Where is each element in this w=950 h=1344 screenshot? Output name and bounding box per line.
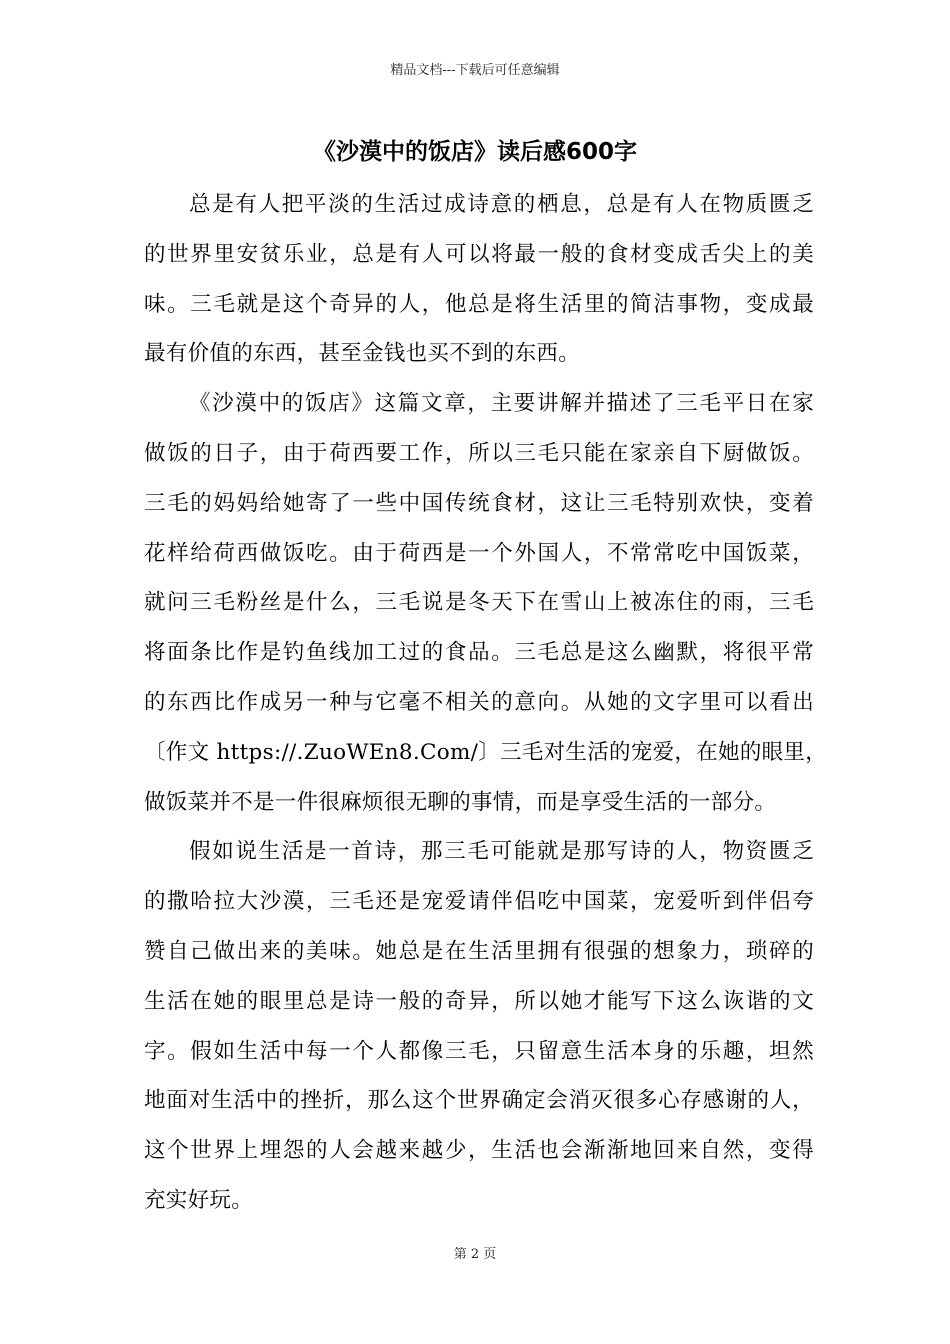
text-line: 将面条比作是钓鱼线加工过的食品。三毛总是这么幽默，将很平常 [144, 640, 814, 666]
paragraph-2 [144, 379, 828, 827]
document-title: 《沙漠中的饭店》读后感600字 [312, 139, 637, 165]
text-line: 这个世界上埋怨的人会越来越少，生活也会渐渐地回来自然，变得 [144, 1138, 814, 1164]
page-header: 精品文档---下载后可任意编辑 [390, 63, 560, 78]
text-line: 《沙漠中的饭店》这篇文章，主要讲解并描述了三毛平日在家 [189, 391, 814, 417]
text-line: 赞自己做出来的美味。她总是在生活里拥有很强的想象力，琐碎的 [144, 938, 814, 964]
text-line: 最有价值的东西，甚至金钱也买不到的东西。 [144, 341, 581, 367]
text-line: 生活在她的眼里总是诗一般的奇异，所以她才能写下这么诙谐的文 [144, 988, 814, 1014]
paragraph-1 [144, 180, 814, 379]
text-line: 花样给荷西做饭吃。由于荷西是一个外国人，不常常吃中国饭菜， [144, 540, 814, 566]
text-line: 就问三毛粉丝是什么，三毛说是冬天下在雪山上被冻住的雨，三毛 [144, 590, 814, 616]
text-line: 〔作文 https://.ZuoWEn8.Com/〕三毛对生活的宠爱，在她的眼里， [144, 739, 828, 765]
text-line: 总是有人把平淡的生活过成诗意的栖息，总是有人在物质匮乏 [189, 192, 814, 217]
text-line: 的撒哈拉大沙漠，三毛还是宠爱请伴侣吃中国菜，宠爱听到伴侣夸 [144, 889, 814, 915]
document-body [144, 180, 828, 1226]
text-line: 味。三毛就是这个奇异的人，他总是将生活里的简洁事物，变成最 [144, 291, 814, 317]
text-line: 的世界里安贫乐业，总是有人可以将最一般的食材变成舌尖上的美 [144, 241, 814, 267]
text-line: 地面对生活中的挫折，那么这个世界确定会消灭很多心存感谢的人， [144, 1088, 814, 1114]
text-line: 假如说生活是一首诗，那三毛可能就是那写诗的人，物资匮乏 [189, 839, 814, 865]
paragraph-3 [144, 827, 814, 1225]
text-line: 的东西比作成另一种与它毫不相关的意向。从她的文字里可以看出 [144, 689, 814, 715]
text-line: 字。假如生活中每一个人都像三毛，只留意生活本身的乐趣，坦然 [144, 1038, 814, 1064]
page-footer: 第 2 页 [453, 1247, 497, 1262]
text-line: 充实好玩。 [144, 1187, 254, 1213]
text-line: 三毛的妈妈给她寄了一些中国传统食材，这让三毛特别欢快，变着 [144, 490, 814, 516]
text-line: 做饭的日子，由于荷西要工作，所以三毛只能在家亲自下厨做饭。 [144, 440, 814, 466]
text-line: 做饭菜并不是一件很麻烦很无聊的事情，而是享受生活的一部分。 [144, 789, 777, 815]
